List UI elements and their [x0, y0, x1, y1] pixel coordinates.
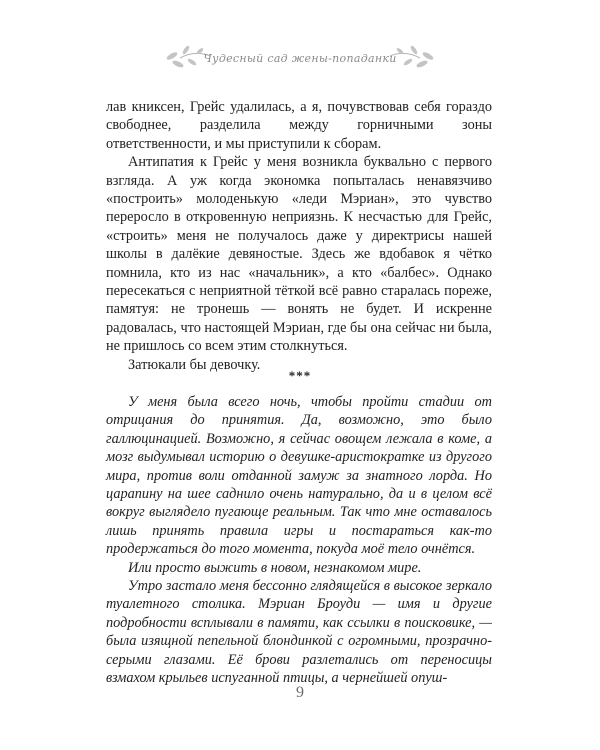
paragraph: У меня была всего ночь, чтобы пройти стадии от отрицания до принятия. Да, возможно, это было галлюцинацией. Возможно, я сейчас овощем лежала в коме, а мозг выдумывал историю о девушке-аристократке из другого мира, против воли отданной замуж за знатного лорда. Но царапину на шее саднило очень натурально, да и в целом всё вокруг выглядело пугающе реальным. Так что мне оставалось лишь принять правила игры и постараться как-то продержаться до того момента, покуда моё тело очнётся. [106, 394, 492, 558]
page-number: 9 [296, 684, 304, 701]
paragraph: Затюкали бы девочку. [128, 356, 261, 373]
paragraph: Или просто выжить в новом, незнакомом мире. [128, 559, 422, 576]
paragraph: Антипатия к Грейс у меня возникла буквально с первого взгляда. А уж когда экономка попыталась ненавязчиво «построить» молоденькую «леди Мэриан», это чувство переросло в откровенную неприязнь. К несчастью для Грейс, «строить» меня не получалось даже у директрисы нашей школы в далёкие девяностые. Здесь же вдобавок я чётко помнила, кто из нас «начальник», а кто «балбес». Однако пересекаться с неприятной тёткой всё равно старалась пореже, памятуя: не тронешь — вонять не будет. И искренне радовалась, что настоящей Мэриан, где бы она сейчас ни была, не пришлось со всем этим столкнуться. [106, 154, 492, 355]
paragraph: Утро застало меня бессонно глядящейся в высокое зеркало туалетного столика. Мэриан Броуди — имя и другие подробности всплывали в памяти, как ссылки в поисковике, — была изящной пепельной блондинкой с огромными, прозрачно-серыми глазами. Её брови разлетались от переносицы взмахом крыльев испуганной птицы, а чернейшей опуш- [106, 578, 492, 687]
paragraph: лав книксен, Грейс удалилась, а я, почувствовав себя гораздо свободнее, разделила между горничными зоны ответственности, и мы приступили к сборам. [106, 99, 492, 152]
body-text-bottom [106, 393, 492, 688]
section-separator: *** [288, 368, 312, 383]
body-text-top [106, 98, 492, 374]
running-title: Чудесный сад жены-попаданки [203, 52, 397, 65]
